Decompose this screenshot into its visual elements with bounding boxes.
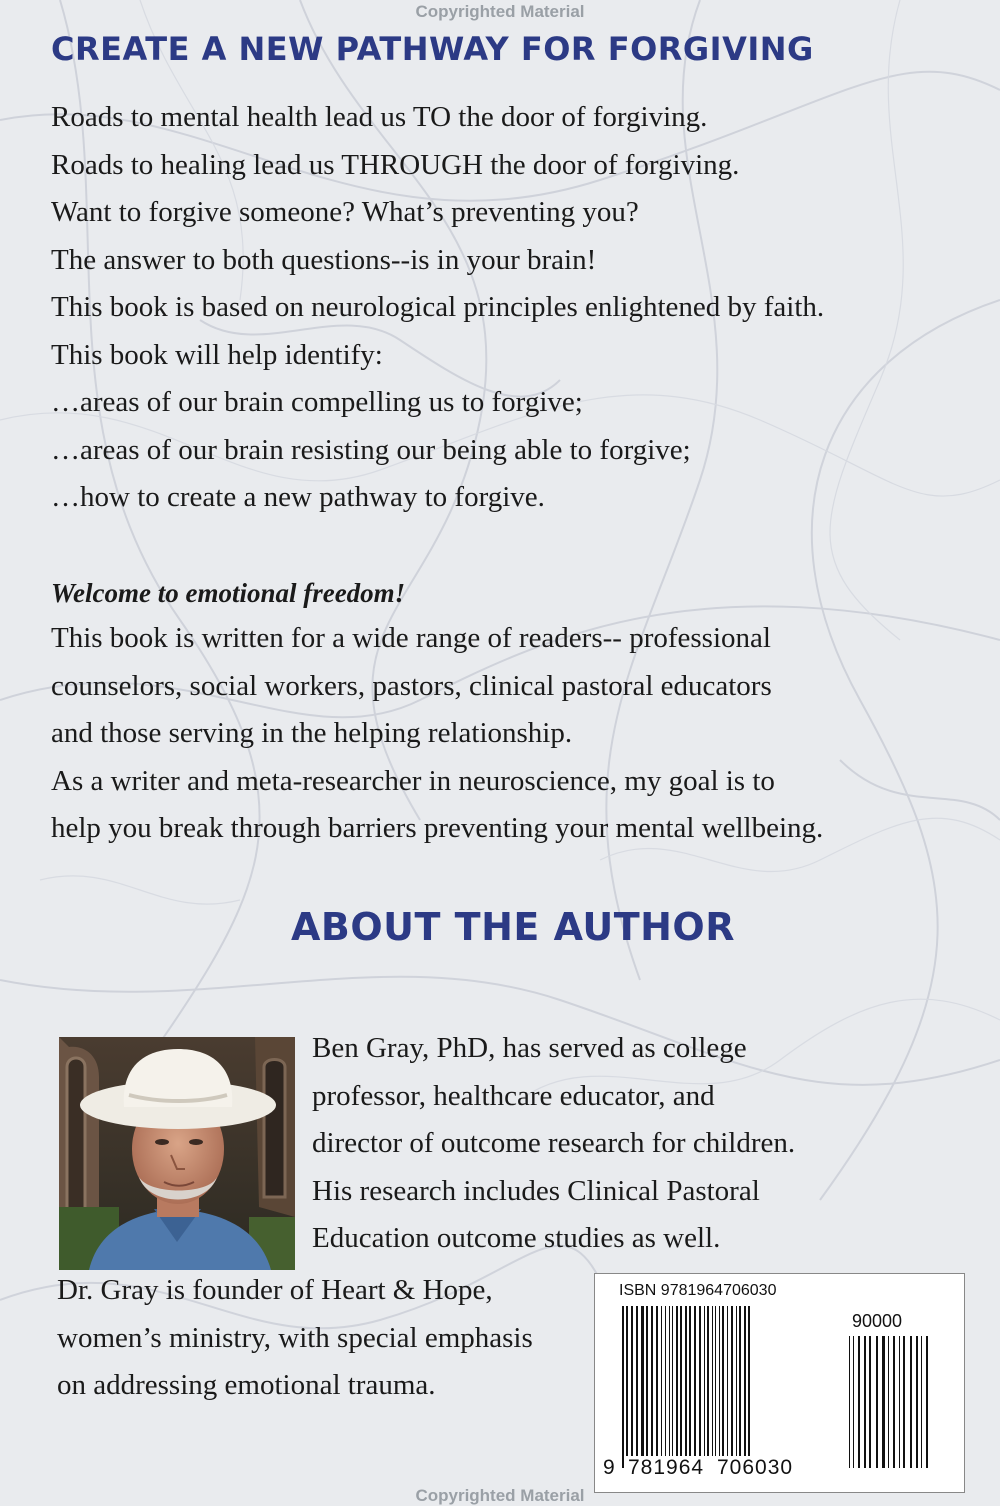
text-line: This book is based on neurological principles enlightened by faith.	[51, 291, 825, 323]
barcode-bar	[669, 1306, 670, 1456]
author-bio	[312, 1025, 795, 1263]
text-line: Want to forgive someone? What’s preventing you?	[51, 196, 639, 228]
barcode-bar	[748, 1306, 750, 1468]
barcode-bar	[888, 1336, 889, 1468]
bio-line: His research includes Clinical Pastoral	[312, 1174, 760, 1207]
text-line: Roads to healing lead us THROUGH the door of forgiving.	[51, 148, 740, 181]
barcode-bar	[921, 1336, 922, 1468]
bio-line: Education outcome studies as well.	[312, 1222, 721, 1254]
barcode-bar	[926, 1336, 928, 1468]
barcode-bar	[864, 1336, 866, 1468]
barcode-bar	[719, 1306, 720, 1456]
barcode-bar	[727, 1306, 728, 1456]
barcode-bar	[636, 1306, 638, 1456]
barcode-bar	[882, 1336, 885, 1468]
barcode-bar	[853, 1336, 854, 1468]
isbn-barcode	[594, 1273, 965, 1493]
copyright-watermark-bottom: Copyrighted Material	[415, 1486, 585, 1505]
barcode-bar	[849, 1336, 850, 1468]
text-line: …areas of our brain resisting our being able to forgive;	[51, 433, 691, 466]
bio-line: director of outcome research for children.	[312, 1127, 796, 1159]
text-line: counselors, social workers, pastors, clinical pastoral educators	[51, 669, 772, 702]
text-line: As a writer and meta-researcher in neuroscience, my goal is to	[51, 764, 775, 797]
barcode-bar	[876, 1336, 878, 1468]
text-line: and those serving in the helping relationship.	[51, 717, 573, 749]
barcode-bar	[694, 1306, 696, 1456]
barcode-bar	[641, 1306, 644, 1456]
barcode-bar	[689, 1306, 691, 1468]
copyright-watermark-top: Copyrighted Material	[415, 2, 585, 21]
text-line: …how to create a new pathway to forgive.	[51, 481, 545, 513]
bio-line: women’s ministry, with special emphasis	[57, 1321, 533, 1354]
barcode-bar	[715, 1306, 716, 1456]
barcode-bar	[739, 1306, 741, 1456]
barcode-bar	[661, 1306, 662, 1456]
text-line: This book will help identify:	[51, 338, 383, 371]
barcode-bar	[736, 1306, 737, 1456]
text-line: Roads to mental health lead us TO the door of forgiving.	[51, 101, 708, 133]
barcode-bar	[858, 1336, 860, 1468]
barcode-bar	[646, 1306, 648, 1456]
welcome-line: Welcome to emotional freedom!	[51, 578, 406, 608]
body-text	[51, 615, 823, 853]
barcode-bar	[910, 1336, 912, 1468]
text-line: This book is written for a wide range of readers-- professional	[51, 622, 771, 654]
barcode-bar	[626, 1306, 628, 1468]
barcode-bar	[622, 1306, 624, 1468]
author-bio-continued	[57, 1267, 533, 1410]
author-photo	[59, 1037, 295, 1270]
barcode-bar	[899, 1336, 900, 1468]
barcode-bar	[672, 1306, 673, 1456]
barcode-bar	[699, 1306, 701, 1456]
barcode-bar	[722, 1306, 724, 1456]
barcode-bar	[712, 1306, 713, 1456]
barcode-bar	[656, 1306, 658, 1456]
barcode-bar	[665, 1306, 666, 1456]
isbn-label: ISBN 9781964706030	[619, 1282, 777, 1299]
barcode-digits-left: 781964	[625, 1456, 707, 1480]
barcode-bar	[680, 1306, 682, 1456]
text-line: …areas of our brain compelling us to forgive;	[51, 386, 583, 418]
price-addon-label: 90000	[852, 1311, 903, 1331]
intro-text	[51, 94, 824, 522]
text-line: The answer to both questions--is in your brain!	[51, 243, 597, 276]
barcode-bar	[685, 1306, 687, 1468]
text-line: help you break through barriers preventing your mental wellbeing.	[51, 812, 824, 844]
bio-line: Dr. Gray is founder of Heart & Hope,	[57, 1274, 493, 1306]
barcode-bar	[744, 1306, 746, 1468]
barcode-bar	[676, 1306, 678, 1456]
barcode-digit-first: 9	[603, 1456, 615, 1479]
barcode-bar	[893, 1336, 895, 1468]
barcode-bar	[704, 1306, 705, 1456]
bio-line: professor, healthcare educator, and	[312, 1079, 715, 1112]
barcode-bar	[916, 1336, 918, 1468]
bio-line: Ben Gray, PhD, has served as college	[312, 1032, 747, 1064]
barcode-bar	[731, 1306, 733, 1456]
barcode-bar	[869, 1336, 871, 1468]
barcode-digits-right: 706030	[714, 1456, 796, 1480]
barcode-bar	[631, 1306, 633, 1456]
barcode-bar	[651, 1306, 653, 1456]
about-author-heading: ABOUT THE AUTHOR	[291, 905, 735, 949]
barcode-bar	[903, 1336, 905, 1468]
section-heading: CREATE A NEW PATHWAY FOR FORGIVING	[51, 30, 814, 68]
barcode-bar	[707, 1306, 709, 1456]
bio-line: on addressing emotional trauma.	[57, 1369, 436, 1401]
